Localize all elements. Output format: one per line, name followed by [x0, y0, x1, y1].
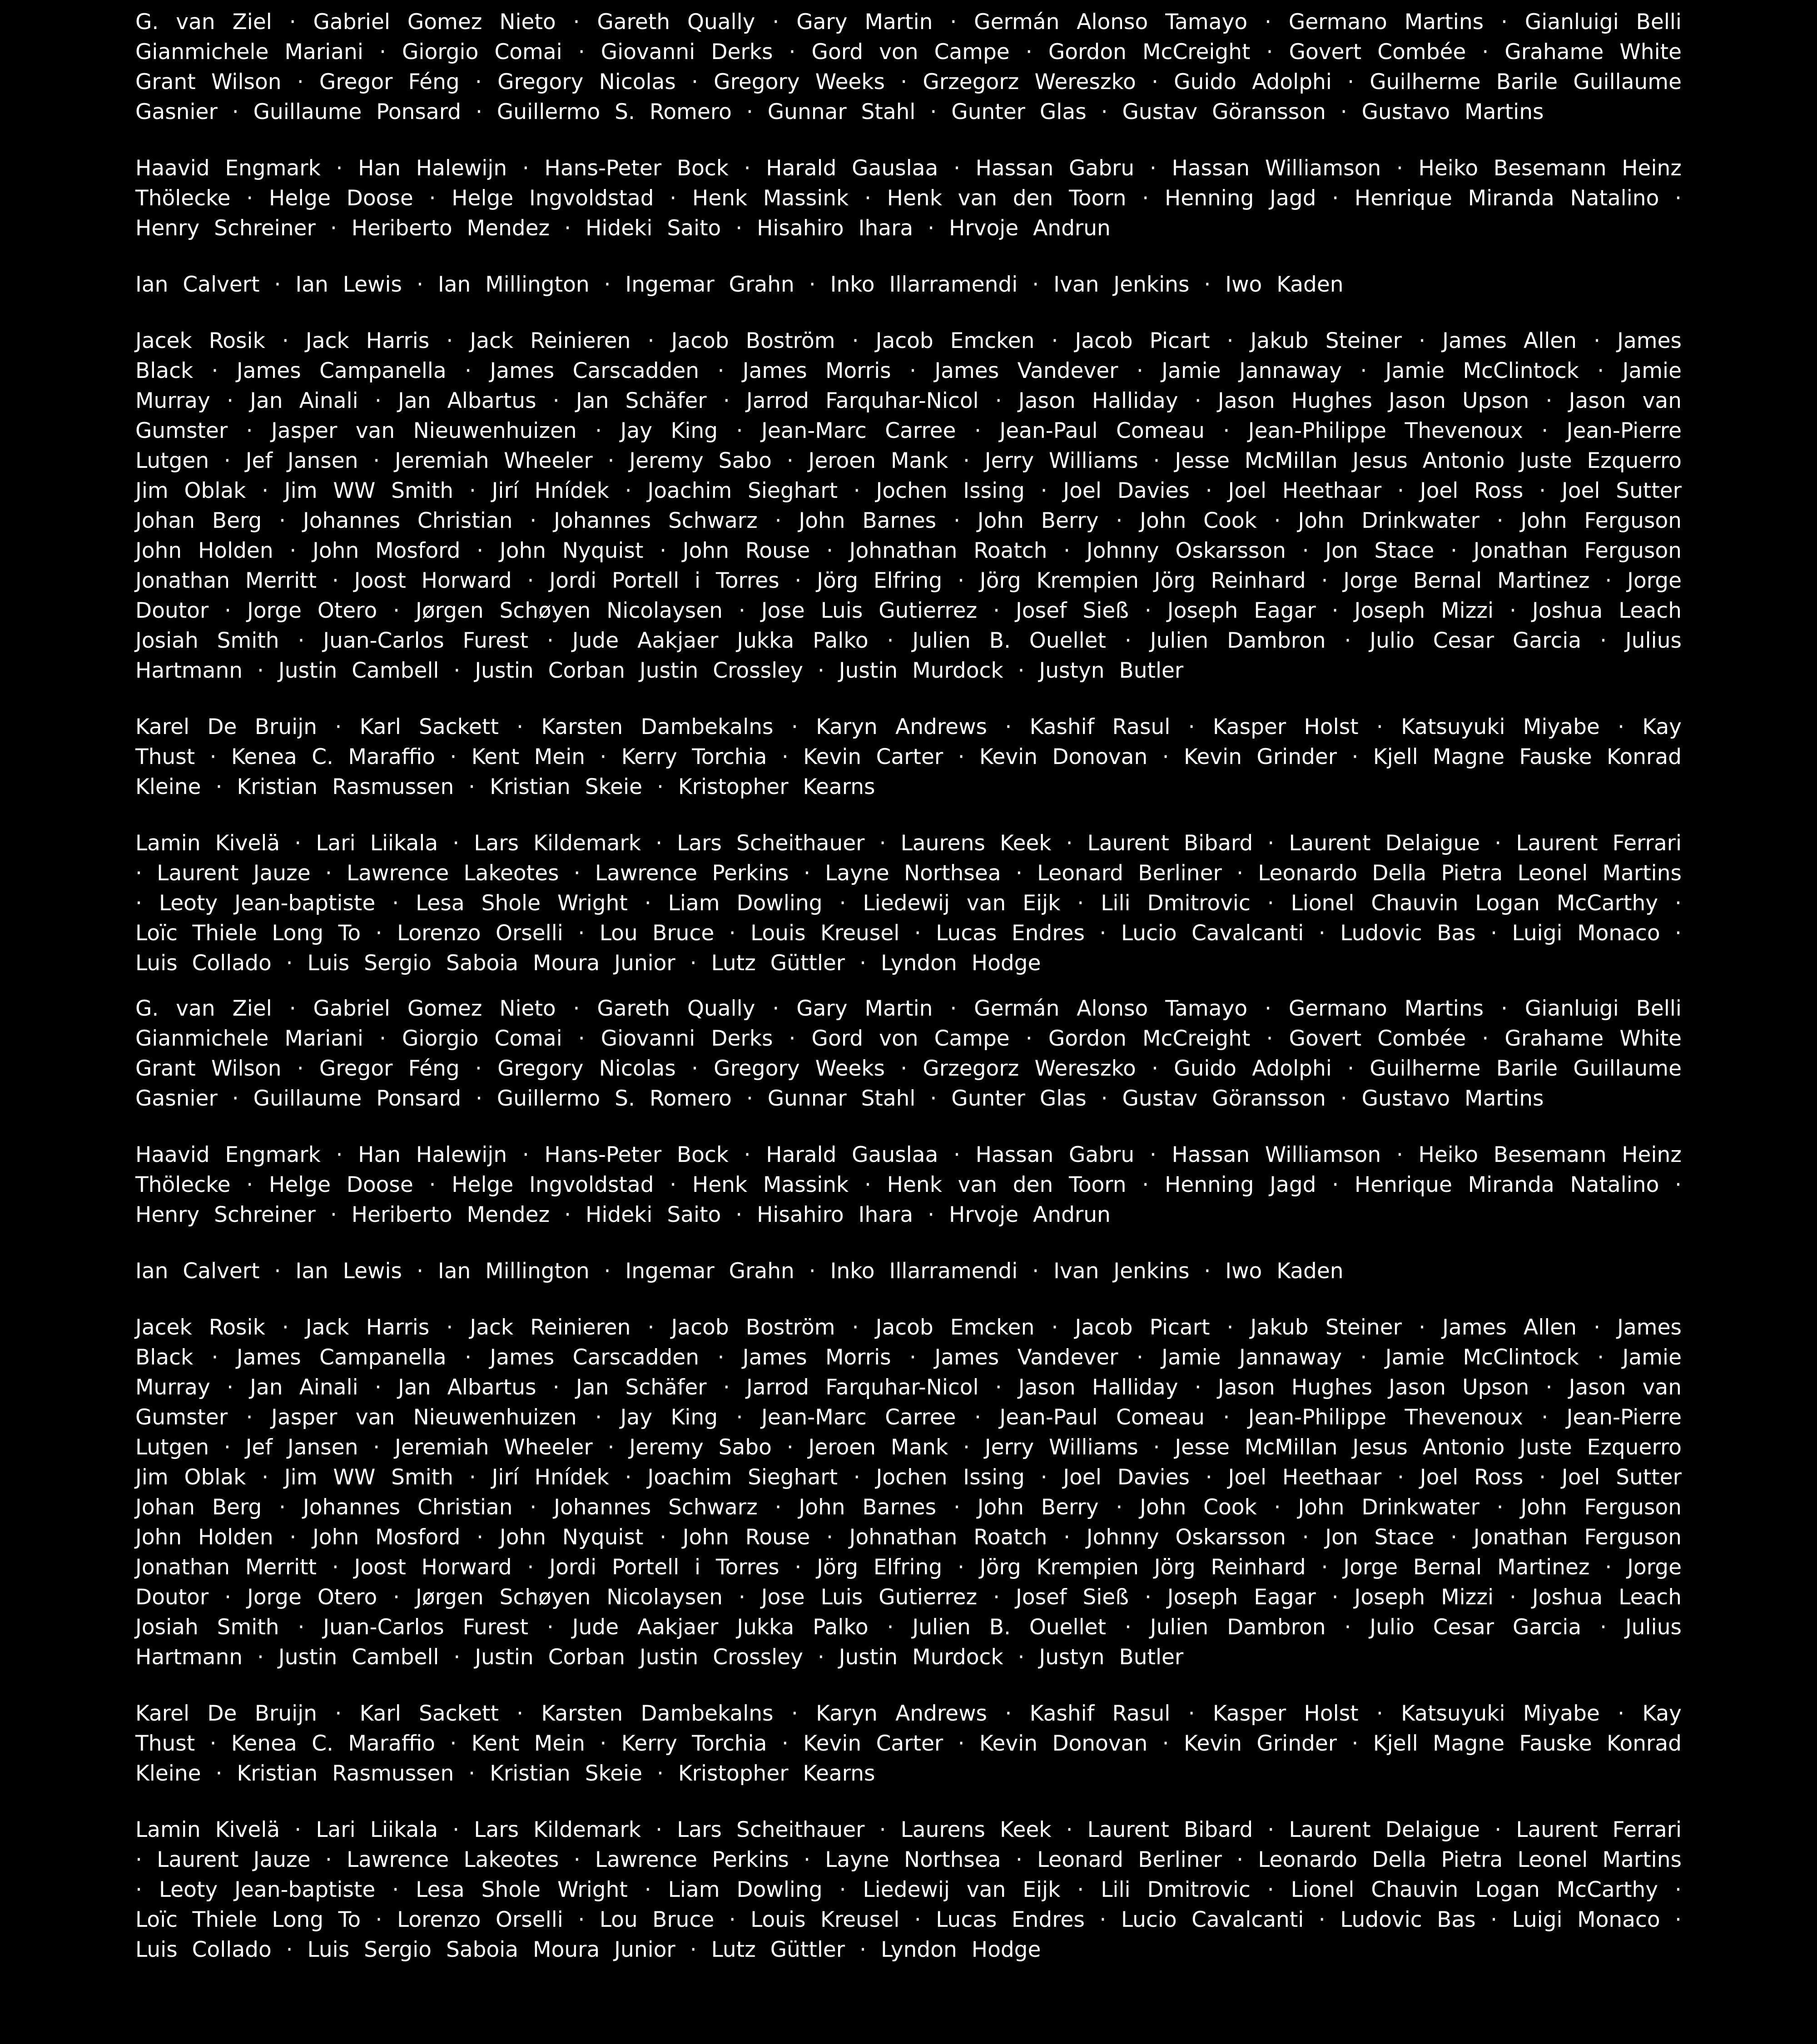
- credits-paragraph-h-repeat: Haavid Engmark · Han Halewijn · Hans-Peter Bock · Harald Gauslaa · Hassan Gabru · Hassan Williamson · Heiko Besemann Heinz Thölecke · Helge Doose · Helge Ingvoldstad · Henk Massink · Henk van den Toorn · Henning Jagd · Henrique Miranda Natalino · Henry Schreiner · Heriberto Mendez · Hideki Saito · Hisahiro Ihara · Hrvoje Andrun: [135, 1142, 1682, 1227]
- credits-paragraph-k: Karel De Bruijn · Karl Sackett · Karsten Dambekalns · Karyn Andrews · Kashif Rasul · Kasper Holst · Katsuyuki Miyabe · Kay Thust · Kenea C. Maraffio · Kent Mein · Kerry Torchia · Kevin Carter · Kevin Donovan · Kevin Grinder · Kjell Magne Fauske Konrad Kleine · Kristian Rasmussen · Kristian Skeie · Kristopher Kearns: [135, 714, 1682, 799]
- credits-paragraph-j: Jacek Rosik · Jack Harris · Jack Reinieren · Jacob Boström · Jacob Emcken · Jacob Picart · Jakub Steiner · James Allen · James Black · James Campanella · James Carscadden · James Morris · James Vandever · Jamie Jannaway · Jamie McClintock · Jamie Murray · Jan Ainali · Jan Albartus · Jan Schäfer · Jarrod Farquhar-Nicol · Jason Halliday · Jason Hughes Jason Upson · Jason van Gumster · Jasper van Nieuwenhuizen · Jay King · Jean-Marc Carree · Jean-Paul Comeau · Jean-Philippe Thevenoux · Jean-Pierre Lutgen · Jef Jansen · Jeremiah Wheeler · Jeremy Sabo · Jeroen Mank · Jerry Williams · Jesse McMillan Jesus Antonio Juste Ezquerro Jim Oblak · Jim WW Smith · Jirí Hnídek · Joachim Sieghart · Jochen Issing · Joel Davies · Joel Heethaar · Joel Ross · Joel Sutter Johan Berg · Johannes Christian · Johannes Schwarz · John Barnes · John Berry · John Cook · John Drinkwater · John Ferguson John Holden · John Mosford · John Nyquist · John Rouse · Johnathan Roatch · Johnny Oskarsson · Jon Stace · Jonathan Ferguson Jonathan Merritt · Joost Horward · Jordi Portell i Torres · Jörg Elfring · Jörg Krempien Jörg Reinhard · Jorge Bernal Martinez · Jorge Doutor · Jorge Otero · Jørgen Schøyen Nicolaysen · Jose Luis Gutierrez · Josef Sieß · Joseph Eagar · Joseph Mizzi · Joshua Leach Josiah Smith · Juan-Carlos Furest · Jude Aakjaer Jukka Palko · Julien B. Ouellet · Julien Dambron · Julio Cesar Garcia · Julius Hartmann · Justin Cambell · Justin Corban Justin Crossley · Justin Murdock · Justyn Butler: [135, 328, 1682, 683]
- credits-paragraph-g: G. van Ziel · Gabriel Gomez Nieto · Gareth Qually · Gary Martin · Germán Alonso Tamayo · Germano Martins · Gianluigi Belli Gianmichele Mariani · Giorgio Comai · Giovanni Derks · Gord von Campe · Gordon McCreight · Govert Combée · Grahame White Grant Wilson · Gregor Féng · Gregory Nicolas · Gregory Weeks · Grzegorz Wereszko · Guido Adolphi · Guilherme Barile Guillaume Gasnier · Guillaume Ponsard · Guillermo S. Romero · Gunnar Stahl · Gunter Glas · Gustav Göransson · Gustavo Martins: [135, 10, 1682, 124]
- credits-paragraph-k-repeat: Karel De Bruijn · Karl Sackett · Karsten Dambekalns · Karyn Andrews · Kashif Rasul · Kasper Holst · Katsuyuki Miyabe · Kay Thust · Kenea C. Maraffio · Kent Mein · Kerry Torchia · Kevin Carter · Kevin Donovan · Kevin Grinder · Kjell Magne Fauske Konrad Kleine · Kristian Rasmussen · Kristian Skeie · Kristopher Kearns: [135, 1701, 1682, 1786]
- credits-paragraph-g-repeat: G. van Ziel · Gabriel Gomez Nieto · Gareth Qually · Gary Martin · Germán Alonso Tamayo · Germano Martins · Gianluigi Belli Gianmichele Mariani · Giorgio Comai · Giovanni Derks · Gord von Campe · Gordon McCreight · Govert Combée · Grahame White Grant Wilson · Gregor Féng · Gregory Nicolas · Gregory Weeks · Grzegorz Wereszko · Guido Adolphi · Guilherme Barile Guillaume Gasnier · Guillaume Ponsard · Guillermo S. Romero · Gunnar Stahl · Gunter Glas · Gustav Göransson · Gustavo Martins: [135, 996, 1682, 1111]
- credits-list: [135, 7, 1682, 1965]
- credits-paragraph-l: Lamin Kivelä · Lari Liikala · Lars Kildemark · Lars Scheithauer · Laurens Keek · Laurent Bibard · Laurent Delaigue · Laurent Ferrari · Laurent Jauze · Lawrence Lakeotes · Lawrence Perkins · Layne Northsea · Leonard Berliner · Leonardo Della Pietra Leonel Martins · Leoty Jean-baptiste · Lesa Shole Wright · Liam Dowling · Liedewij van Eijk · Lili Dmitrovic · Lionel Chauvin Logan McCarthy · Loïc Thiele Long To · Lorenzo Orselli · Lou Bruce · Louis Kreusel · Lucas Endres · Lucio Cavalcanti · Ludovic Bas · Luigi Monaco · Luis Collado · Luis Sergio Saboia Moura Junior · Lutz Güttler · Lyndon Hodge: [135, 831, 1682, 976]
- credits-block-2: [135, 994, 1682, 1965]
- credits-paragraph-h: Haavid Engmark · Han Halewijn · Hans-Peter Bock · Harald Gauslaa · Hassan Gabru · Hassan Williamson · Heiko Besemann Heinz Thölecke · Helge Doose · Helge Ingvoldstad · Henk Massink · Henk van den Toorn · Henning Jagd · Henrique Miranda Natalino · Henry Schreiner · Heriberto Mendez · Hideki Saito · Hisahiro Ihara · Hrvoje Andrun: [135, 156, 1682, 241]
- credits-block-1: [135, 7, 1682, 978]
- credits-paragraph-l-repeat: Lamin Kivelä · Lari Liikala · Lars Kildemark · Lars Scheithauer · Laurens Keek · Laurent Bibard · Laurent Delaigue · Laurent Ferrari · Laurent Jauze · Lawrence Lakeotes · Lawrence Perkins · Layne Northsea · Leonard Berliner · Leonardo Della Pietra Leonel Martins · Leoty Jean-baptiste · Lesa Shole Wright · Liam Dowling · Liedewij van Eijk · Lili Dmitrovic · Lionel Chauvin Logan McCarthy · Loïc Thiele Long To · Lorenzo Orselli · Lou Bruce · Louis Kreusel · Lucas Endres · Lucio Cavalcanti · Ludovic Bas · Luigi Monaco · Luis Collado · Luis Sergio Saboia Moura Junior · Lutz Güttler · Lyndon Hodge: [135, 1817, 1682, 1962]
- credits-paragraph-i: Ian Calvert · Ian Lewis · Ian Millington · Ingemar Grahn · Inko Illarramendi · Ivan Jenkins · Iwo Kaden: [135, 272, 1344, 297]
- credits-paragraph-j-repeat: Jacek Rosik · Jack Harris · Jack Reinieren · Jacob Boström · Jacob Emcken · Jacob Picart · Jakub Steiner · James Allen · James Black · James Campanella · James Carscadden · James Morris · James Vandever · Jamie Jannaway · Jamie McClintock · Jamie Murray · Jan Ainali · Jan Albartus · Jan Schäfer · Jarrod Farquhar-Nicol · Jason Halliday · Jason Hughes Jason Upson · Jason van Gumster · Jasper van Nieuwenhuizen · Jay King · Jean-Marc Carree · Jean-Paul Comeau · Jean-Philippe Thevenoux · Jean-Pierre Lutgen · Jef Jansen · Jeremiah Wheeler · Jeremy Sabo · Jeroen Mank · Jerry Williams · Jesse McMillan Jesus Antonio Juste Ezquerro Jim Oblak · Jim WW Smith · Jirí Hnídek · Joachim Sieghart · Jochen Issing · Joel Davies · Joel Heethaar · Joel Ross · Joel Sutter Johan Berg · Johannes Christian · Johannes Schwarz · John Barnes · John Berry · John Cook · John Drinkwater · John Ferguson John Holden · John Mosford · John Nyquist · John Rouse · Johnathan Roatch · Johnny Oskarsson · Jon Stace · Jonathan Ferguson Jonathan Merritt · Joost Horward · Jordi Portell i Torres · Jörg Elfring · Jörg Krempien Jörg Reinhard · Jorge Bernal Martinez · Jorge Doutor · Jorge Otero · Jørgen Schøyen Nicolaysen · Jose Luis Gutierrez · Josef Sieß · Joseph Eagar · Joseph Mizzi · Joshua Leach Josiah Smith · Juan-Carlos Furest · Jude Aakjaer Jukka Palko · Julien B. Ouellet · Julien Dambron · Julio Cesar Garcia · Julius Hartmann · Justin Cambell · Justin Corban Justin Crossley · Justin Murdock · Justyn Butler: [135, 1315, 1682, 1670]
- credits-paragraph-i-repeat: Ian Calvert · Ian Lewis · Ian Millington · Ingemar Grahn · Inko Illarramendi · Ivan Jenkins · Iwo Kaden: [135, 1259, 1344, 1284]
